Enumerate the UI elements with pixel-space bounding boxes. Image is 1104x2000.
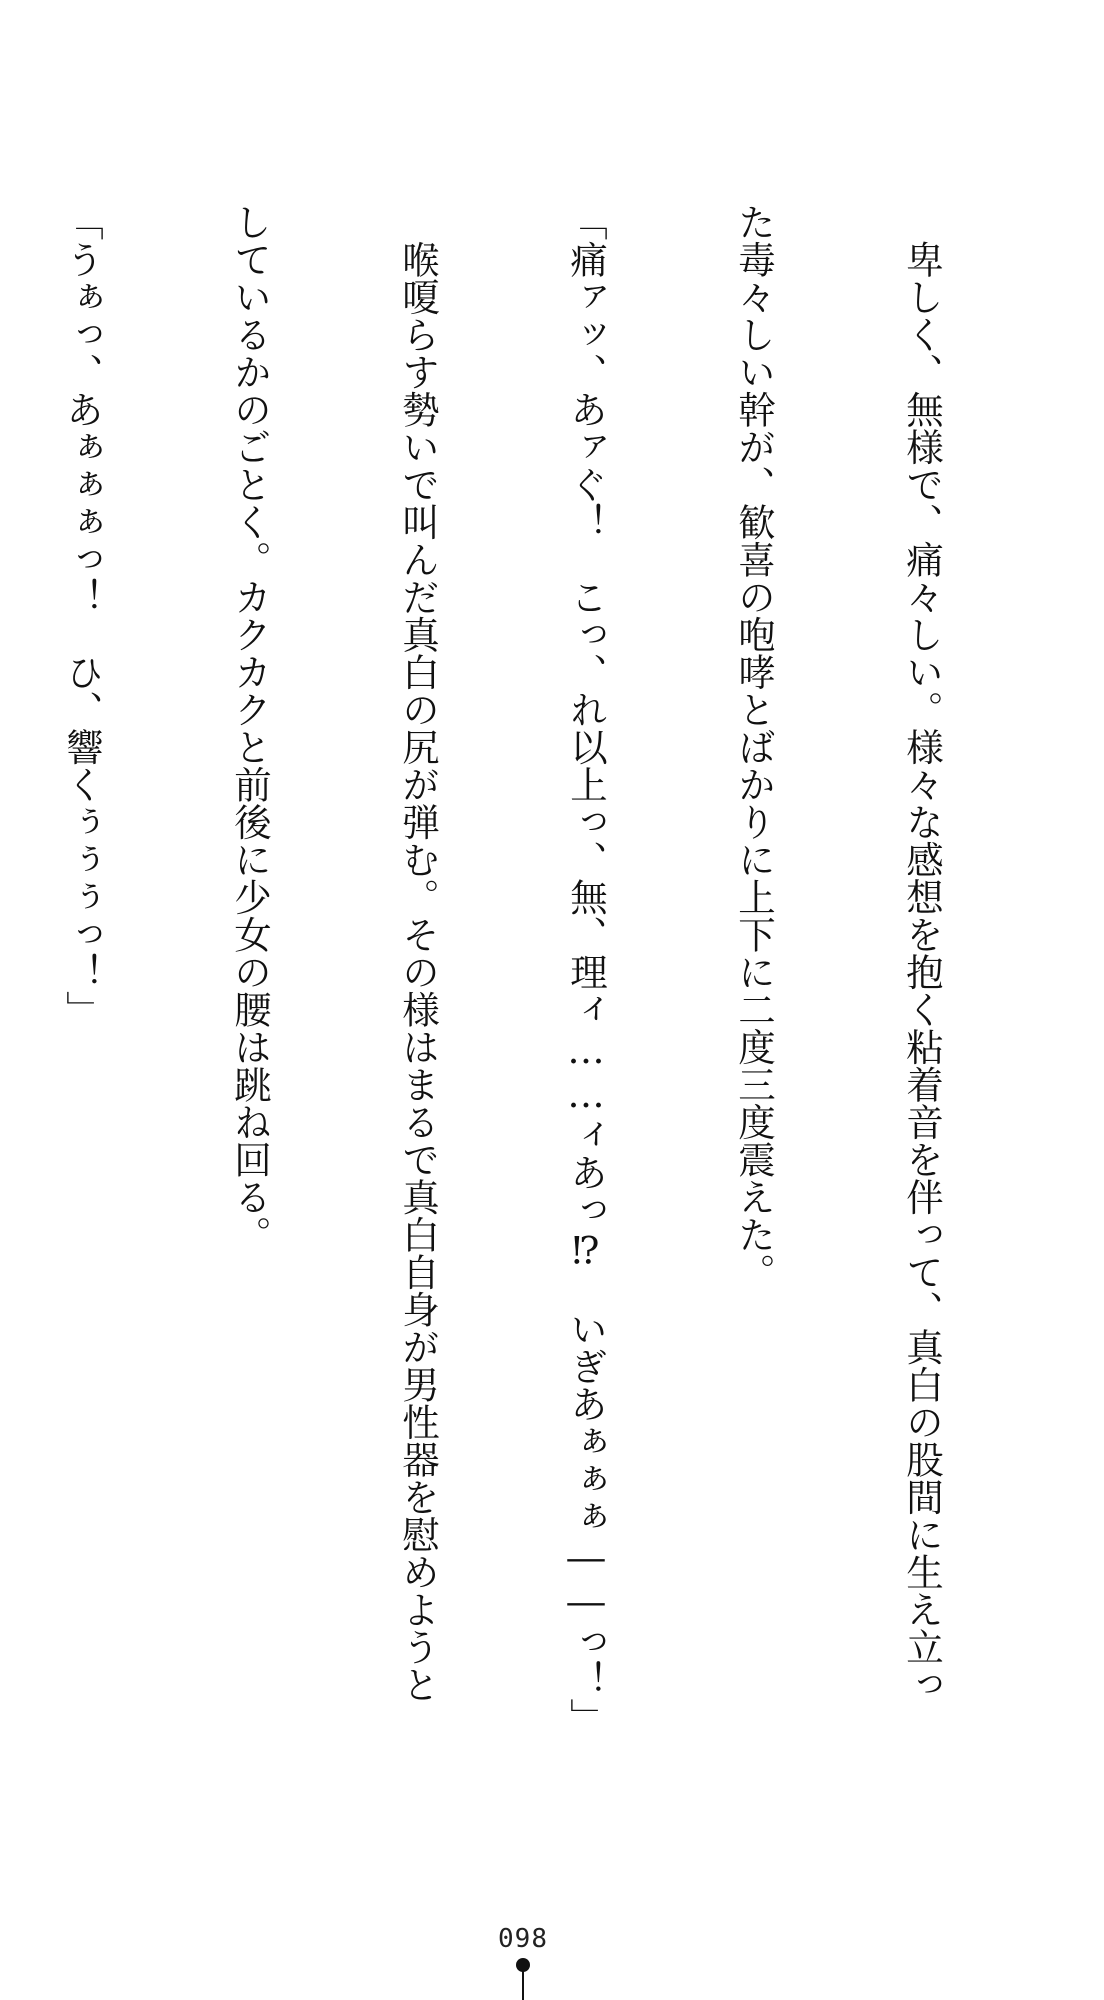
text-line: 喉嗄らす勢いで叫んだ真白の尻が弾む。その様はまるで真白自身が男性器を慰めようと <box>396 203 440 1703</box>
page-marker-icon <box>512 1958 534 2000</box>
vertical-text-block <box>0 203 1062 1736</box>
marker-stem <box>522 1970 524 2000</box>
text-line: 「うぁっ、あぁぁぁっ！ ひ、響くぅぅぅっ！」 <box>60 203 104 1028</box>
text-line: 「痛ァッ、あァぐ！ こっ、れ以上っ、無、理ィ……ィあっ⁉ いぎあぁぁぁ――っ！」 <box>564 203 608 1736</box>
page-number: 098 <box>498 1924 548 1954</box>
text-line: 卑しく、無様で、痛々しい。様々な感想を抱く粘着音を伴って、真白の股間に生え立っ <box>900 203 944 1703</box>
text-line: しているかのごとく。カクカクと前後に少女の腰は跳ね回る。 <box>228 203 272 1253</box>
text-line: た毒々しい幹が、歓喜の咆哮とばかりに上下に二度三度震えた。 <box>732 203 776 1291</box>
